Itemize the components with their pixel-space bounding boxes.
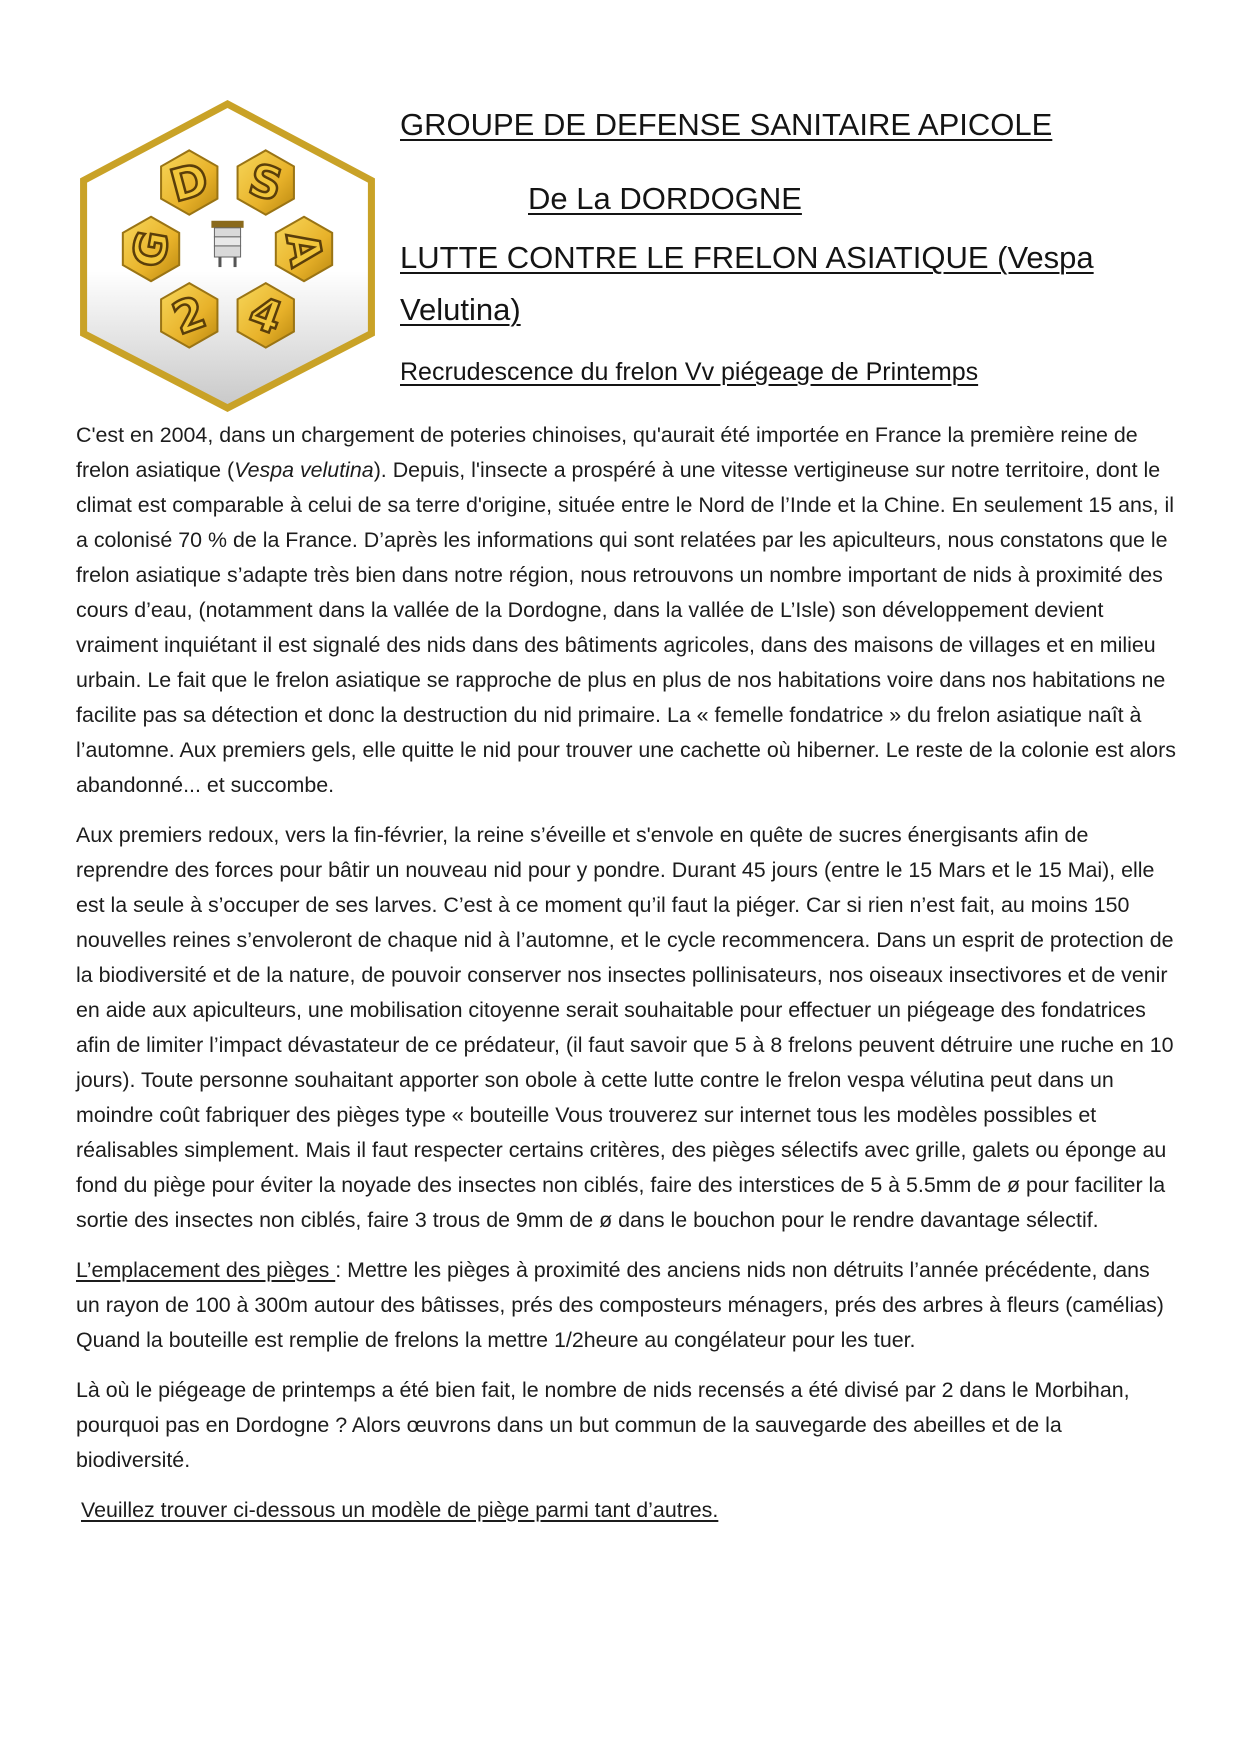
gdsa24-logo: [75, 100, 380, 412]
document-title: LUTTE CONTRE LE FRELON ASIATIQUE (Vespa Velutina): [400, 240, 1094, 327]
department-heading: De La DORDOGNE: [528, 181, 802, 216]
document-subtitle: Recrudescence du frelon Vv piégeage de Printemps: [400, 358, 979, 386]
svg-text:D: D: [165, 153, 214, 213]
body-text: [76, 418, 1176, 1543]
svg-text:G: G: [123, 226, 180, 272]
paragraph-intro: C'est en 2004, dans un chargement de poteries chinoises, qu'aurait été importée en France la première reine de frelon asiatique (Vespa velutina). Depuis, l'insecte a prospéré à une vitesse vertigineuse sur notre territoire, dont le climat est comparable à celui de sa terre d'origine, située entre le Nord de l’Inde et la Chine. En seulement 15 ans, il a colonisé 70 % de la France. D’après les informations qui sont relatées par les apiculteurs, nous constatons que le frelon asiatique s’adapte très bien dans notre région, nous retrouvons un nombre important de nids à proximité des cours d’eau, (notamment dans la vallée de la Dordogne, dans la vallée de L’Isle) son développement devient vraiment inquiétant il est signalé des nids dans des bâtiments agricoles, dans des maisons de villages et en milieu urbain. Le fait que le frelon asiatique se rapproche de plus en plus de nos habitations voire dans nos habitations ne facilite pas sa détection et donc la destruction du nid primaire. La « femelle fondatrice » du frelon asiatique naît à l’automne. Aux premiers gels, elle quitte le nid pour trouver une cachette où hiberner. Le reste de la colonie est alors abandonné... et succombe.: [76, 423, 1176, 797]
organization-heading: GROUPE DE DEFENSE SANITAIRE APICOLE: [400, 107, 1053, 142]
closing-line: Veuillez trouver ci-dessous un modèle de piège parmi tant d’autres.: [81, 1498, 719, 1522]
paragraph-trapping: Aux premiers redoux, vers la fin-février, la reine s’éveille et s'envole en quête de sucres énergisants afin de reprendre des forces pour bâtir un nouveau nid pour y pondre. Durant 45 jours (entre le 15 Mars et le 15 Mai), elle est la seule à s’occuper de ses larves. C’est à ce moment qu’il faut la piéger. Car si rien n’est fait, au moins 150 nouvelles reines s’envoleront de chaque nid à l’automne, et le cycle recommencera. Dans un esprit de protection de la biodiversité et de la nature, de pouvoir conserver nos insectes pollinisateurs, nos oiseaux insectivores et de venir en aide aux apiculteurs, une mobilisation citoyenne serait souhaitable pour effectuer un piégeage des fondatrices afin de limiter l’impact dévastateur de ce prédateur, (il faut savoir que 5 à 8 frelons peuvent détruire une ruche en 10 jours). Toute personne souhaitant apporter son obole à cette lutte contre le frelon vespa vélutina peut dans un moindre coût fabriquer des pièges type « bouteille Vous trouverez sur internet tous les modèles possibles et réalisables simplement. Mais il faut respecter certains critères, des pièges sélectifs avec grille, galets ou éponge au fond du piège pour éviter la noyade des insectes non ciblés, faire des interstices de 5 à 5.5mm de ø pour faciliter la sortie des insectes non ciblés, faire 3 trous de 9mm de ø dans le bouchon pour le rendre davantage sélectif.: [76, 823, 1174, 1232]
svg-text:S: S: [243, 154, 288, 212]
placement-label: L’emplacement des pièges: [76, 1258, 336, 1282]
svg-text:4: 4: [242, 286, 289, 346]
paragraph-results: Là où le piégeage de printemps a été bien fait, le nombre de nids recensés a été divisé par 2 dans le Morbihan, pourquoi pas en Dordogne ? Alors œuvrons dans un but commun de la sauvegarde des abeilles et de la biodiversité.: [76, 1378, 1130, 1472]
paragraph-placement: L’emplacement des pièges : Mettre les pièges à proximité des anciens nids non détruits l’année précédente, dans un rayon de 100 à 300m autour des bâtisses, prés des composteurs ménagers, prés des arbres à fleurs (camélias) Quand la bouteille est remplie de frelons la mettre 1/2heure au congélateur pour les tuer.: [76, 1258, 1164, 1352]
hexagon-logo-icon: [75, 100, 380, 412]
svg-text:2: 2: [166, 286, 213, 346]
svg-text:A: A: [275, 227, 332, 271]
